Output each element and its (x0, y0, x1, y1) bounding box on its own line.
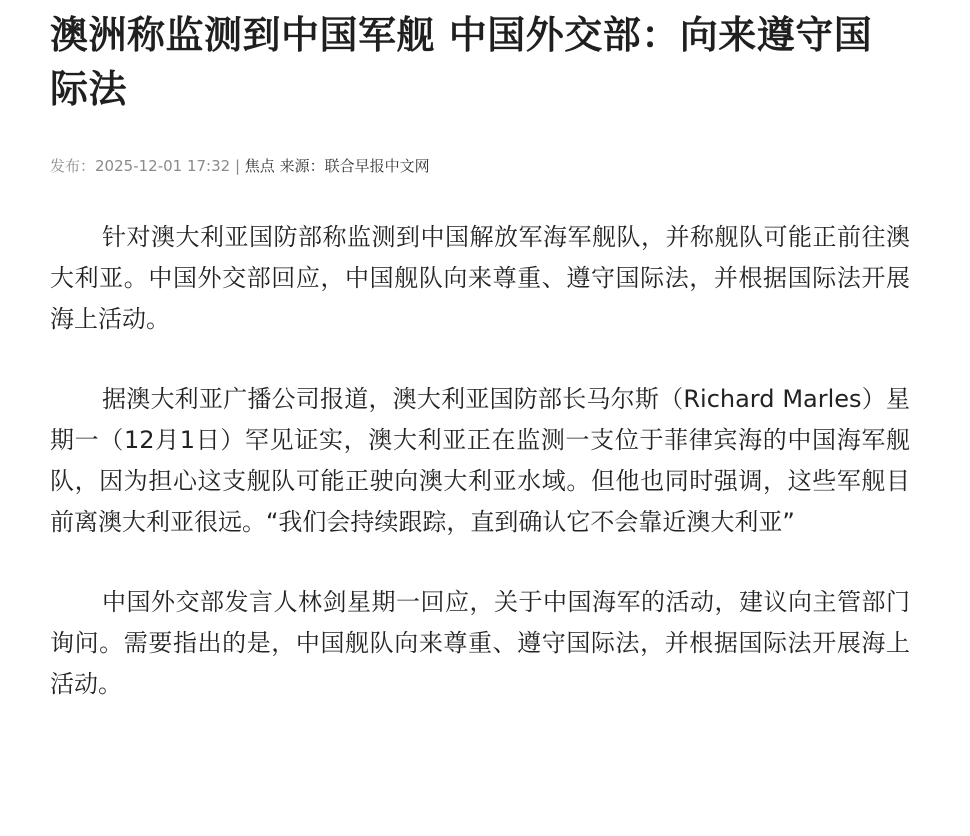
article-body (50, 217, 910, 705)
paragraph-1: 针对澳大利亚国防部称监测到中国解放军海军舰队，并称舰队可能正前往澳大利亚。中国外交部回应，中国舰队向来尊重、遵守国际法，并根据国际法开展海上活动。 (50, 223, 910, 333)
paragraph-3: 中国外交部发言人林剑星期一回应，关于中国海军的活动，建议向主管部门询问。需要指出的是，中国舰队向来尊重、遵守国际法，并根据国际法开展海上活动。 (50, 588, 910, 698)
article-meta (50, 155, 910, 177)
article (50, 8, 910, 744)
published-label: 发布： (50, 157, 96, 175)
source-name: 联合早报中文网 (324, 157, 430, 175)
category-link[interactable]: 焦点 (244, 157, 275, 175)
paragraph-2: 据澳大利亚广播公司报道，澳大利亚国防部长马尔斯（Richard Marles）星期一（12月1日）罕见证实，澳大利亚正在监测一支位于菲律宾海的中国海军舰队，因为担心这支舰队可能正驶向澳大利亚水域。但他也同时强调，这些军舰目前离澳大利亚很远。“我们会持续跟踪，直到确认它不会靠近澳大利亚” (50, 385, 910, 536)
article-title: 澳洲称监测到中国军舰 中国外交部：向来遵守国际法 (50, 13, 873, 111)
meta-separator: | (230, 157, 245, 175)
source-label: 来源： (274, 157, 325, 175)
published-time: 2025-12-01 17:32 (95, 157, 231, 175)
